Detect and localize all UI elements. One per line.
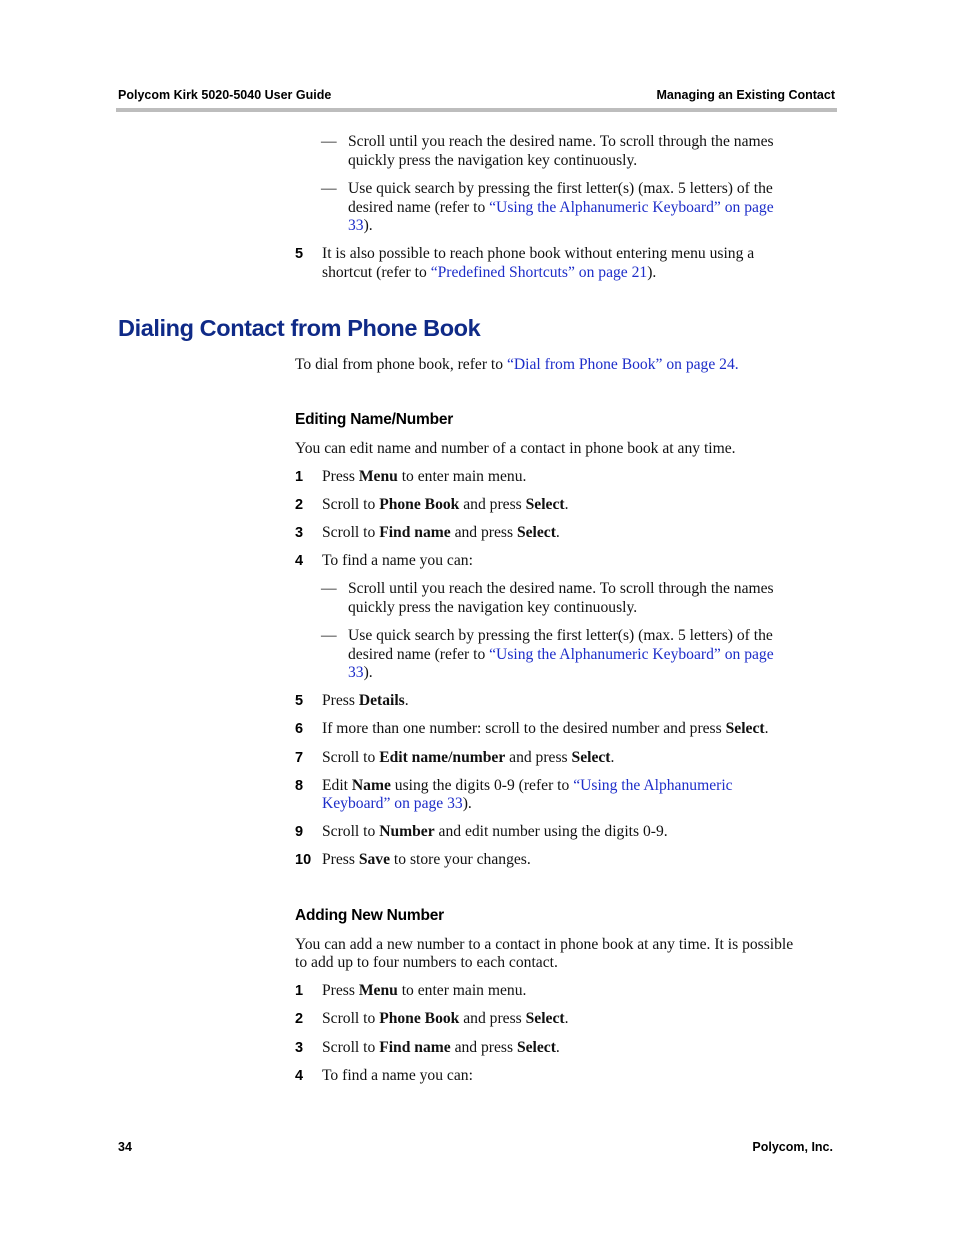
bullet-text — [348, 217, 373, 236]
step-text — [322, 468, 526, 487]
ui-term: Menu — [358, 982, 398, 999]
text-run: Scroll to — [322, 749, 380, 766]
step-number: 2 — [295, 1011, 304, 1027]
text-run: ). — [462, 795, 472, 812]
step-number: 6 — [295, 721, 304, 737]
text-run: Scroll to — [322, 1010, 380, 1027]
text-run: . — [564, 496, 569, 513]
step-text — [322, 720, 768, 739]
text-run: Edit — [322, 777, 352, 794]
step-number: 4 — [295, 1068, 304, 1084]
step-number: 4 — [295, 553, 304, 569]
ui-term: Number — [379, 823, 435, 840]
step-number: 9 — [295, 824, 304, 840]
text-run: Scroll to — [322, 524, 380, 541]
text-run: ). — [647, 264, 657, 281]
text-run: desired name (refer to — [348, 646, 490, 663]
step-text: To find a name you can: — [322, 552, 473, 569]
step-text: To find a name you can: — [322, 1067, 473, 1084]
bullet-text — [348, 664, 373, 683]
text-run: shortcut (refer to — [322, 264, 431, 281]
step-number: 8 — [295, 778, 304, 794]
paragraph: You can edit name and number of a contact in phone book at any time. — [295, 440, 736, 457]
step-text — [322, 264, 656, 283]
text-run: . — [555, 524, 560, 541]
paragraph: to add up to four numbers to each contact. — [295, 954, 558, 971]
text-run: to store your changes. — [390, 851, 531, 868]
bullet-text — [348, 646, 774, 665]
text-run: . — [764, 720, 769, 737]
running-header-section: Managing an Existing Contact — [656, 88, 835, 102]
bullet-text: quickly press the navigation key continuously. — [348, 599, 638, 616]
paragraph: You can add a new number to a contact in phone book at any time. It is possible — [295, 936, 794, 953]
ui-term: Phone Book — [379, 1010, 460, 1027]
text-run: To dial from phone book, refer to — [295, 356, 507, 373]
bullet-text: quickly press the navigation key continuously. — [348, 152, 638, 169]
step-text — [322, 524, 560, 543]
step-number: 2 — [295, 497, 304, 513]
ui-term: Select — [571, 749, 611, 766]
ui-term: Select — [725, 720, 765, 737]
text-run: . — [564, 1010, 569, 1027]
text-run: If more than one number: scroll to the desired number and press — [322, 720, 726, 737]
step-text — [322, 795, 472, 814]
text-run: desired name (refer to — [348, 199, 490, 216]
step-number: 3 — [295, 1040, 304, 1056]
text-run: . — [555, 1039, 560, 1056]
step-text — [322, 692, 409, 711]
text-run: ). — [363, 664, 373, 681]
text-run: Press — [322, 692, 359, 709]
header-rule — [116, 108, 837, 112]
text-run: using the digits 0-9 (refer to — [390, 777, 574, 794]
step-text — [322, 1039, 560, 1058]
text-run: Scroll to — [322, 496, 380, 513]
step-text — [322, 823, 668, 842]
bullet-dash: — — [321, 627, 337, 644]
bullet-dash: — — [321, 580, 337, 597]
bullet-text: Scroll until you reach the desired name. To scroll through the names — [348, 133, 774, 150]
subsection-heading: Editing Name/Number — [295, 411, 454, 428]
cross-reference-link[interactable]: “Dial from Phone Book” on page 24 — [506, 356, 735, 373]
step-text: It is also possible to reach phone book without entering menu using a — [322, 245, 755, 262]
text-run: and edit number using the digits 0-9. — [434, 823, 668, 840]
ui-term: Details — [358, 692, 405, 709]
bullet-text: Scroll until you reach the desired name. To scroll through the names — [348, 580, 774, 597]
cross-reference-link[interactable]: 33 — [348, 664, 364, 681]
bullet-text: Use quick search by pressing the first letter(s) (max. 5 letters) of the — [348, 627, 773, 644]
section-heading: Dialing Contact from Phone Book — [118, 315, 481, 341]
text-run: and press — [505, 749, 572, 766]
step-text — [322, 982, 526, 1001]
cross-reference-link[interactable]: “Using the Alphanumeric Keyboard” on page — [489, 646, 774, 663]
ui-term: Edit name/number — [379, 749, 506, 766]
footer-company: Polycom, Inc. — [752, 1140, 833, 1154]
text-run: Scroll to — [322, 1039, 380, 1056]
text-run: ). — [363, 217, 373, 234]
cross-reference-link[interactable]: Keyboard” on page 33 — [322, 795, 463, 812]
running-header-title: Polycom Kirk 5020-5040 User Guide — [118, 88, 332, 102]
text-run: . — [610, 749, 615, 766]
text-run: . — [404, 692, 409, 709]
text-run: and press — [450, 1039, 517, 1056]
step-text — [322, 851, 531, 870]
ui-term: Find name — [379, 1039, 451, 1056]
step-number: 7 — [295, 750, 304, 766]
text-run: and press — [459, 496, 526, 513]
text-run: to enter main menu. — [397, 468, 527, 485]
ui-term: Save — [358, 851, 391, 868]
page-number: 34 — [118, 1140, 132, 1154]
step-number: 5 — [295, 693, 304, 709]
bullet-dash: — — [321, 180, 337, 197]
step-number: 1 — [295, 983, 304, 999]
step-number: 10 — [295, 852, 312, 868]
ui-term: Phone Book — [379, 496, 460, 513]
bullet-text: Use quick search by pressing the first letter(s) (max. 5 letters) of the — [348, 180, 773, 197]
text-run: to enter main menu. — [397, 982, 527, 999]
text-run: Press — [322, 982, 359, 999]
bullet-dash: — — [321, 133, 337, 150]
ui-term: Name — [351, 777, 391, 794]
step-text — [322, 496, 568, 515]
text-run: . — [734, 356, 739, 373]
subsection-heading: Adding New Number — [295, 907, 445, 924]
section-intro — [295, 356, 739, 375]
cross-reference-link[interactable]: 33 — [348, 217, 364, 234]
text-run: Press — [322, 851, 359, 868]
step-text — [322, 777, 733, 796]
ui-term: Select — [525, 1010, 565, 1027]
bullet-text — [348, 199, 774, 218]
ui-term: Select — [516, 524, 556, 541]
step-number: 5 — [295, 246, 304, 262]
step-number: 1 — [295, 469, 304, 485]
cross-reference-link[interactable]: “Using the Alphanumeric Keyboard” on page — [489, 199, 774, 216]
text-run: Press — [322, 468, 359, 485]
step-text — [322, 749, 614, 768]
cross-reference-link[interactable]: “Using the Alphanumeric — [573, 777, 733, 794]
step-number: 3 — [295, 525, 304, 541]
ui-term: Select — [525, 496, 565, 513]
cross-reference-link[interactable]: “Predefined Shortcuts” on page 21 — [430, 264, 648, 281]
text-run: and press — [450, 524, 517, 541]
ui-term: Menu — [358, 468, 398, 485]
text-run: Scroll to — [322, 823, 380, 840]
ui-term: Find name — [379, 524, 451, 541]
step-text — [322, 1010, 568, 1029]
text-run: and press — [459, 1010, 526, 1027]
ui-term: Select — [516, 1039, 556, 1056]
